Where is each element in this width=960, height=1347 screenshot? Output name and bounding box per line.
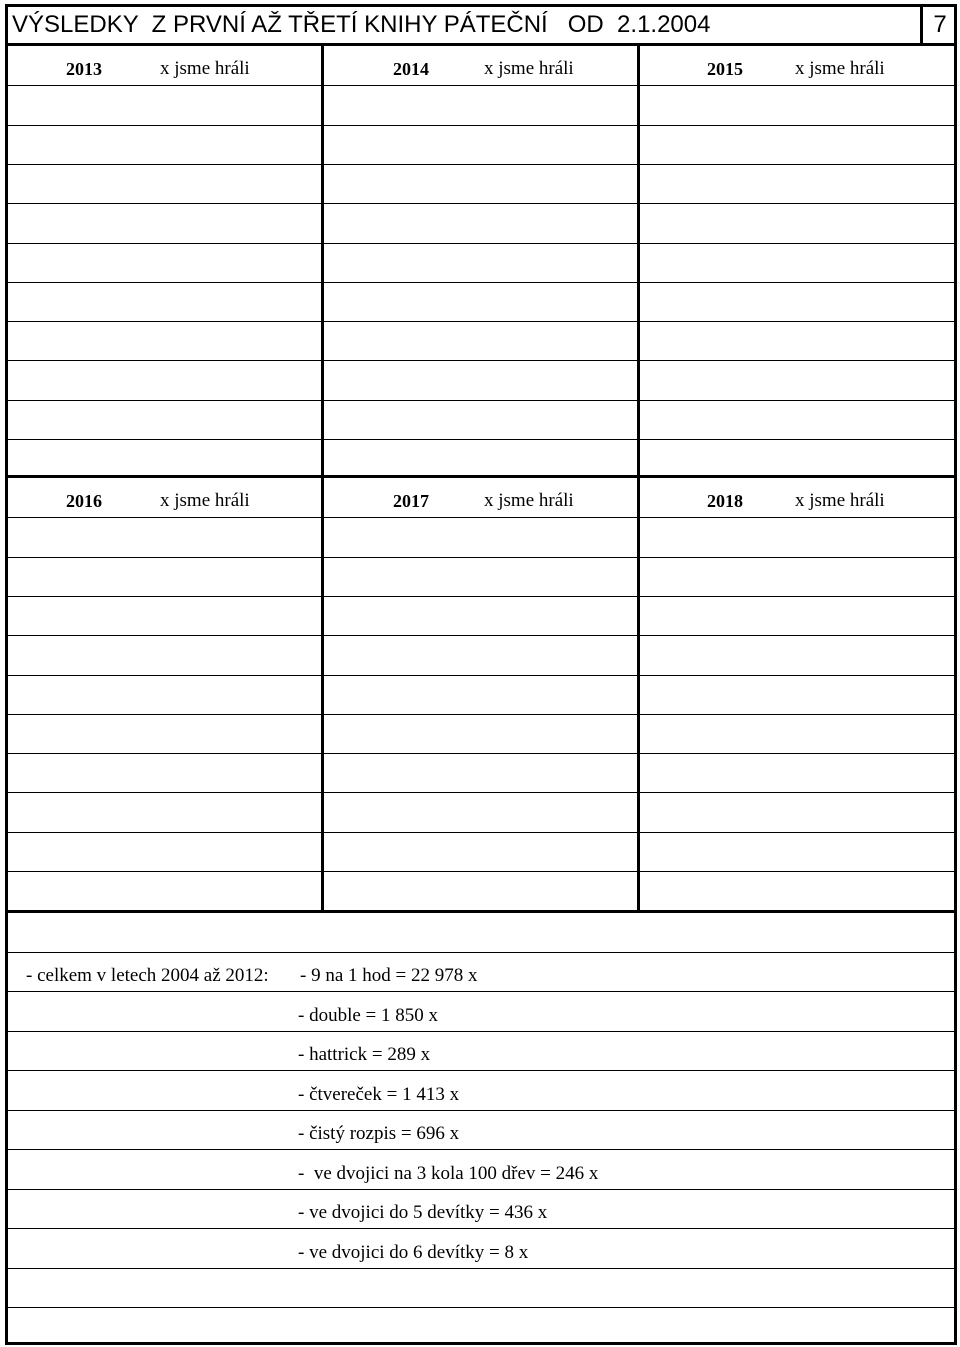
year-column-2017 (324, 478, 637, 910)
summary-row (8, 1071, 954, 1111)
summary-item: - double = 1 850 x (298, 1005, 439, 1026)
summary-lead: - celkem v letech 2004 až 2012: (26, 965, 269, 986)
year-header (324, 46, 637, 85)
played-label: x jsme hráli (160, 490, 250, 511)
summary-row (8, 1110, 954, 1150)
year-label: 2015 (707, 59, 743, 79)
ruling-line (640, 321, 954, 322)
ruling-line (8, 753, 321, 754)
ruling-line (8, 517, 321, 518)
ruling-line (640, 282, 954, 283)
year-column-2015 (640, 46, 954, 478)
results-sheet (5, 4, 957, 1345)
year-header (640, 478, 954, 517)
ruling-line (324, 400, 637, 401)
summary-row (8, 1229, 954, 1269)
ruling-line (640, 360, 954, 361)
ruling-line (324, 675, 637, 676)
ruling-line (324, 439, 637, 440)
ruling-line (324, 85, 637, 86)
year-label: 2017 (393, 491, 429, 511)
ruling-line (640, 517, 954, 518)
played-label: x jsme hráli (484, 490, 574, 511)
summary-row (8, 1031, 954, 1071)
ruling-line (8, 164, 321, 165)
ruling-line (8, 243, 321, 244)
ruling-line (324, 635, 637, 636)
year-header (640, 46, 954, 85)
ruling-line (8, 400, 321, 401)
years-section-2013-2015 (8, 46, 954, 478)
ruling-line (324, 596, 637, 597)
ruling-line (324, 871, 637, 872)
ruling-line (640, 557, 954, 558)
ruling-line (640, 832, 954, 833)
summary-row (8, 1150, 954, 1190)
page-number: 7 (933, 11, 947, 38)
year-column-2013 (8, 46, 321, 478)
year-label: 2014 (393, 59, 429, 79)
ruling-line (8, 85, 321, 86)
ruling-line (8, 792, 321, 793)
summary-row (8, 913, 954, 953)
ruling-line (324, 517, 637, 518)
ruling-line (640, 596, 954, 597)
ruling-line (640, 243, 954, 244)
ruling-line (324, 832, 637, 833)
ruling-line (324, 243, 637, 244)
year-header (324, 478, 637, 517)
ruling-line (324, 321, 637, 322)
summary-row (8, 1268, 954, 1308)
summary-row (8, 1189, 954, 1229)
ruling-line (8, 321, 321, 322)
column-divider (321, 478, 324, 910)
summary-item: - hattrick = 289 x (298, 1044, 431, 1065)
ruling-line (640, 203, 954, 204)
ruling-line (640, 400, 954, 401)
year-header (8, 46, 321, 85)
played-label: x jsme hráli (484, 58, 574, 79)
ruling-line (8, 832, 321, 833)
ruling-line (640, 85, 954, 86)
title-row (8, 7, 954, 46)
ruling-line (8, 360, 321, 361)
column-divider (637, 478, 640, 910)
summary-item: - čistý rozpis = 696 x (298, 1123, 460, 1144)
played-label: x jsme hráli (795, 58, 885, 79)
year-label: 2016 (66, 491, 102, 511)
summary-item: - ve dvojici do 6 devítky = 8 x (298, 1242, 529, 1263)
ruling-line (8, 125, 321, 126)
ruling-line (324, 557, 637, 558)
summary-section (8, 910, 954, 1345)
ruling-line (8, 203, 321, 204)
played-label: x jsme hráli (795, 490, 885, 511)
year-column-2014 (324, 46, 637, 478)
ruling-line (640, 753, 954, 754)
ruling-line (324, 282, 637, 283)
played-label: x jsme hráli (160, 58, 250, 79)
summary-row (8, 952, 954, 992)
ruling-line (324, 360, 637, 361)
column-divider (637, 46, 640, 478)
summary-item: - 9 na 1 hod = 22 978 x (300, 965, 478, 986)
page-number-cell (920, 7, 957, 43)
year-column-2016 (8, 478, 321, 910)
page-title: VÝSLEDKY Z PRVNÍ AŽ TŘETÍ KNIHY PÁTEČNÍ OD 2.1.2004 (12, 11, 711, 38)
ruling-line (324, 125, 637, 126)
ruling-line (8, 675, 321, 676)
summary-item: - ve dvojici na 3 kola 100 dřev = 246 x (298, 1163, 599, 1184)
summary-item: - ve dvojici do 5 devítky = 436 x (298, 1202, 548, 1223)
ruling-line (640, 675, 954, 676)
year-column-2018 (640, 478, 954, 910)
ruling-line (640, 714, 954, 715)
ruling-line (324, 753, 637, 754)
ruling-line (8, 871, 321, 872)
ruling-line (640, 125, 954, 126)
ruling-line (640, 792, 954, 793)
ruling-line (640, 439, 954, 440)
ruling-line (640, 635, 954, 636)
ruling-line (8, 596, 321, 597)
ruling-line (324, 203, 637, 204)
ruling-line (8, 439, 321, 440)
ruling-line (8, 282, 321, 283)
ruling-line (8, 635, 321, 636)
ruling-line (8, 714, 321, 715)
year-label: 2018 (707, 491, 743, 511)
column-divider (321, 46, 324, 478)
ruling-line (640, 164, 954, 165)
summary-item: - čtvereček = 1 413 x (298, 1084, 460, 1105)
ruling-line (324, 714, 637, 715)
year-header (8, 478, 321, 517)
ruling-line (8, 557, 321, 558)
ruling-line (324, 164, 637, 165)
ruling-line (324, 792, 637, 793)
years-section-2016-2018 (8, 478, 954, 910)
year-label: 2013 (66, 59, 102, 79)
summary-row (8, 992, 954, 1032)
ruling-line (640, 871, 954, 872)
